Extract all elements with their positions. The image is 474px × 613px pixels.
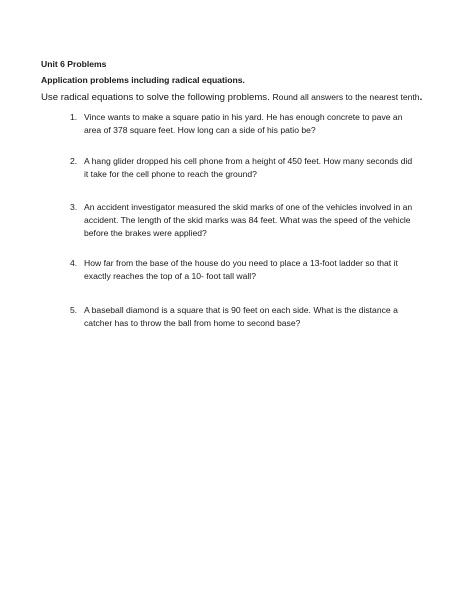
- problem-number: 4.: [70, 258, 78, 268]
- problem-number: 2.: [70, 156, 78, 166]
- instructions-main: Use radical equations to solve the following problems.: [41, 92, 270, 103]
- instructions: [41, 92, 422, 103]
- problem-text: Vince wants to make a square patio in his yard. He has enough concrete to pave an area of 378 square feet. How long can a side of his patio be?: [84, 112, 403, 135]
- section-subtitle: Application problems including radical equations.: [41, 75, 245, 85]
- instructions-period: .: [419, 92, 423, 103]
- problem-number: 3.: [70, 202, 78, 212]
- problem-text: An accident investigator measured the skid marks of one of the vehicles involved in an accident. The length of the skid marks was 84 feet. What was the speed of the vehicle before the brakes were applied?: [84, 202, 413, 238]
- page-title: Unit 6 Problems: [41, 59, 107, 69]
- problem-text: A hang glider dropped his cell phone from a height of 450 feet. How many seconds did it take for the cell phone to reach the ground?: [84, 156, 413, 179]
- problem-number: 1.: [70, 112, 78, 122]
- problem-text: A baseball diamond is a square that is 90 feet on each side. What is the distance a catcher has to throw the ball from home to second base?: [84, 305, 398, 328]
- problem-number: 5.: [70, 305, 78, 315]
- problem-text: How far from the base of the house do you need to place a 13-foot ladder so that it exactly reaches the top of a 10- foot tall wall?: [84, 258, 398, 281]
- instructions-rounding: Round all answers to the nearest tenth: [272, 92, 420, 102]
